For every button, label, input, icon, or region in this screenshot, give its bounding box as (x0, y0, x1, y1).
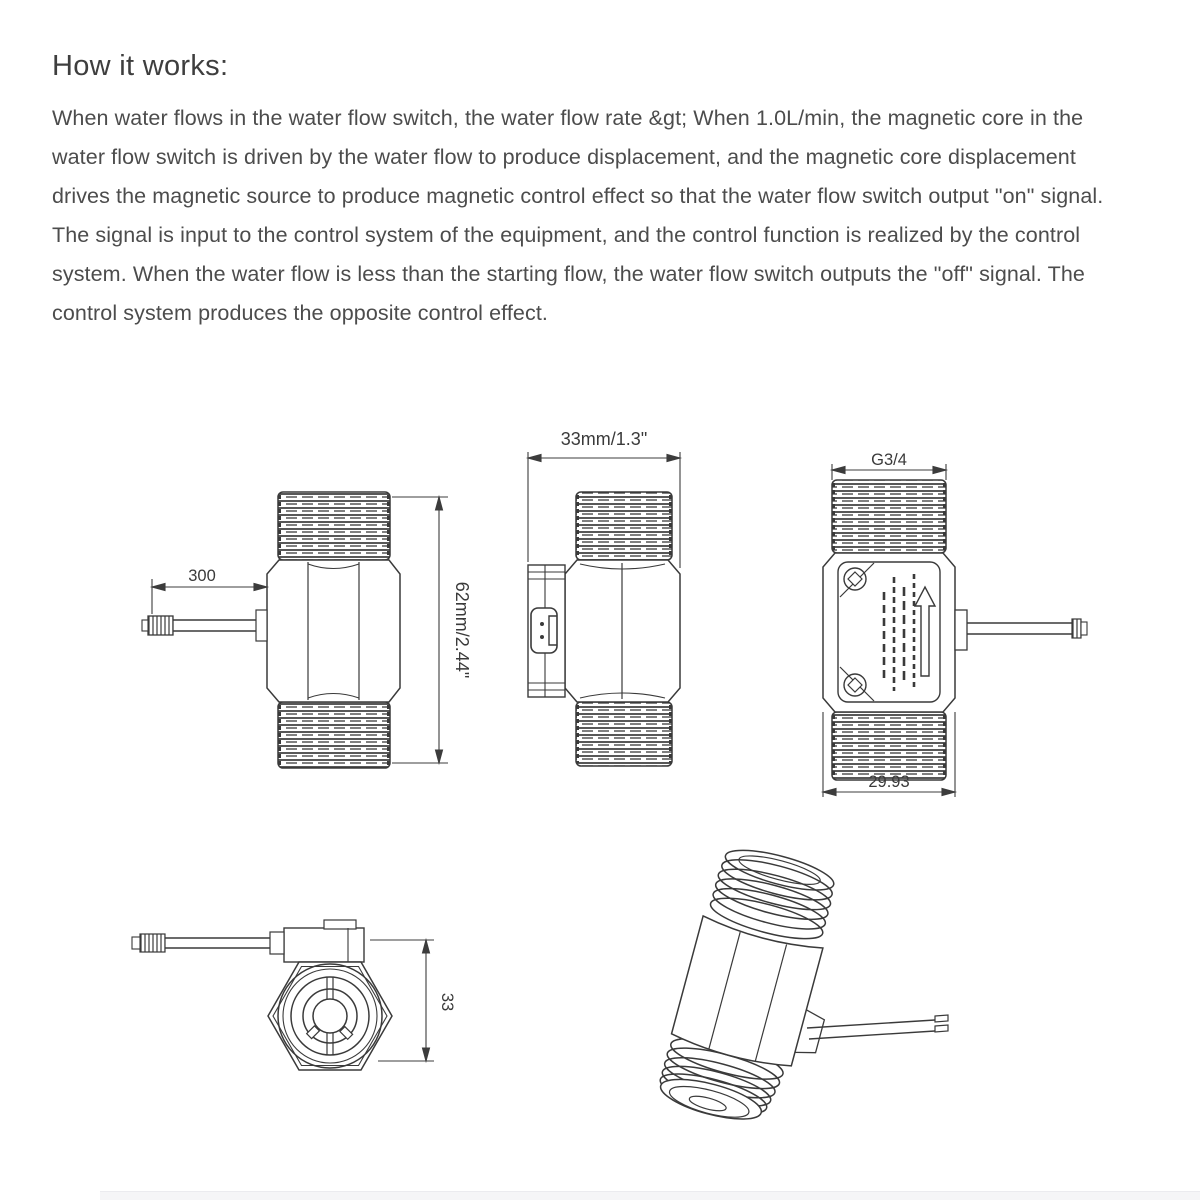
flow-switch-3d-outline (654, 841, 948, 1137)
flow-switch-front-outline (528, 492, 680, 766)
description-text: When water flows in the water flow switch, the water flow rate &gt; When 1.0L/min, the magnetic core in the water flow switch is driven by the water flow to produce displacement, and the magnetic core displacement drives the magnetic source to produce magnetic control effect so that the water flow switch output "on" signal. The signal is input to the control system of the equipment, and the control function is realized by the control system. When the water flow is less than the starting flow, the water flow switch outputs the "off" signal. The control system produces the opposite control effect. (52, 106, 1104, 325)
label-view-drawing (808, 440, 1098, 805)
hex-nut (268, 962, 392, 1070)
sensor-housing-top (284, 928, 364, 962)
perspective-view-drawing (645, 830, 975, 1160)
flow-switch-top-outline (132, 920, 392, 1070)
side-view-drawing (140, 450, 470, 780)
dim-label-wire-length: 300 (188, 567, 216, 585)
dim-label-body-width: 29.93 (868, 773, 910, 791)
dim-label-height: 62mm/2.44" (452, 581, 472, 679)
front-view-drawing (500, 418, 710, 788)
section-title: How it works: (52, 50, 229, 82)
flow-switch-side-outline (142, 492, 400, 768)
wire-plug (935, 1015, 948, 1022)
top-view-drawing (120, 890, 460, 1120)
dim-label-thread: G3/4 (871, 451, 907, 469)
wire-plug (148, 616, 173, 635)
connector-port (531, 608, 557, 653)
sensor-wire (807, 1020, 935, 1028)
dim-label-hex-height: 33 (438, 992, 456, 1012)
wire-plug (140, 934, 165, 952)
wire-plug (1072, 619, 1081, 638)
dim-label-width: 33mm/1.3" (560, 429, 648, 449)
next-section-divider (100, 1191, 1200, 1200)
